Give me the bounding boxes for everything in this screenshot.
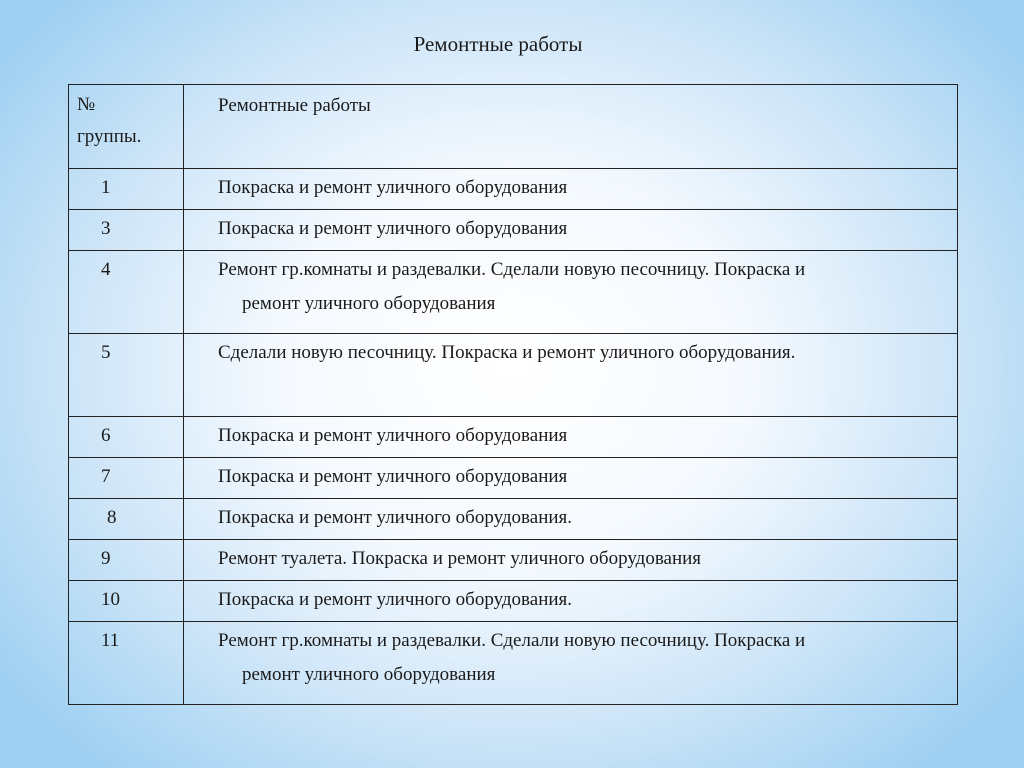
header-works bbox=[184, 85, 958, 169]
work-description: Ремонт туалета. Покраска и ремонт уличного оборудования bbox=[218, 548, 702, 569]
table-row bbox=[69, 458, 958, 499]
table-row bbox=[69, 169, 958, 210]
group-number: 11 bbox=[101, 630, 120, 651]
group-number: 1 bbox=[101, 177, 111, 198]
work-description: Покраска и ремонт уличного оборудования. bbox=[218, 589, 573, 610]
work-description-continued: ремонт уличного оборудования bbox=[242, 664, 496, 685]
table-row bbox=[69, 417, 958, 458]
slide-title: Ремонтные работы bbox=[413, 32, 583, 56]
table-row bbox=[69, 499, 958, 540]
group-number: 5 bbox=[101, 342, 111, 363]
header-number-sign: № bbox=[77, 94, 96, 115]
table-row bbox=[69, 251, 958, 334]
work-description: Покраска и ремонт уличного оборудования bbox=[218, 425, 568, 446]
group-number: 6 bbox=[101, 425, 111, 446]
work-description: Ремонт гр.комнаты и раздевалки. Сделали новую песочницу. Покраска и bbox=[218, 630, 806, 651]
group-number: 9 bbox=[101, 548, 111, 569]
header-group-label: группы. bbox=[77, 126, 142, 147]
work-description: Покраска и ремонт уличного оборудования. bbox=[218, 507, 573, 528]
group-number: 8 bbox=[107, 507, 117, 528]
group-number: 4 bbox=[101, 259, 111, 280]
work-description: Ремонт гр.комнаты и раздевалки. Сделали новую песочницу. Покраска и bbox=[218, 259, 806, 280]
work-description: Покраска и ремонт уличного оборудования bbox=[218, 177, 568, 198]
group-number: 3 bbox=[101, 218, 111, 239]
header-group-number bbox=[69, 85, 184, 169]
group-number: 10 bbox=[101, 589, 120, 610]
table-row bbox=[69, 210, 958, 251]
header-works-label: Ремонтные работы bbox=[218, 95, 371, 116]
work-description: Покраска и ремонт уличного оборудования bbox=[218, 218, 568, 239]
work-description-continued: ремонт уличного оборудования bbox=[242, 293, 496, 314]
table-row bbox=[69, 334, 958, 417]
table-row bbox=[69, 540, 958, 581]
table-header-row bbox=[69, 85, 958, 169]
work-description: Сделали новую песочницу. Покраска и ремонт уличного оборудования. bbox=[218, 342, 796, 363]
repair-works-table bbox=[68, 84, 958, 705]
table-row bbox=[69, 581, 958, 622]
table-row bbox=[69, 622, 958, 705]
work-description: Покраска и ремонт уличного оборудования bbox=[218, 466, 568, 487]
group-number: 7 bbox=[101, 466, 111, 487]
